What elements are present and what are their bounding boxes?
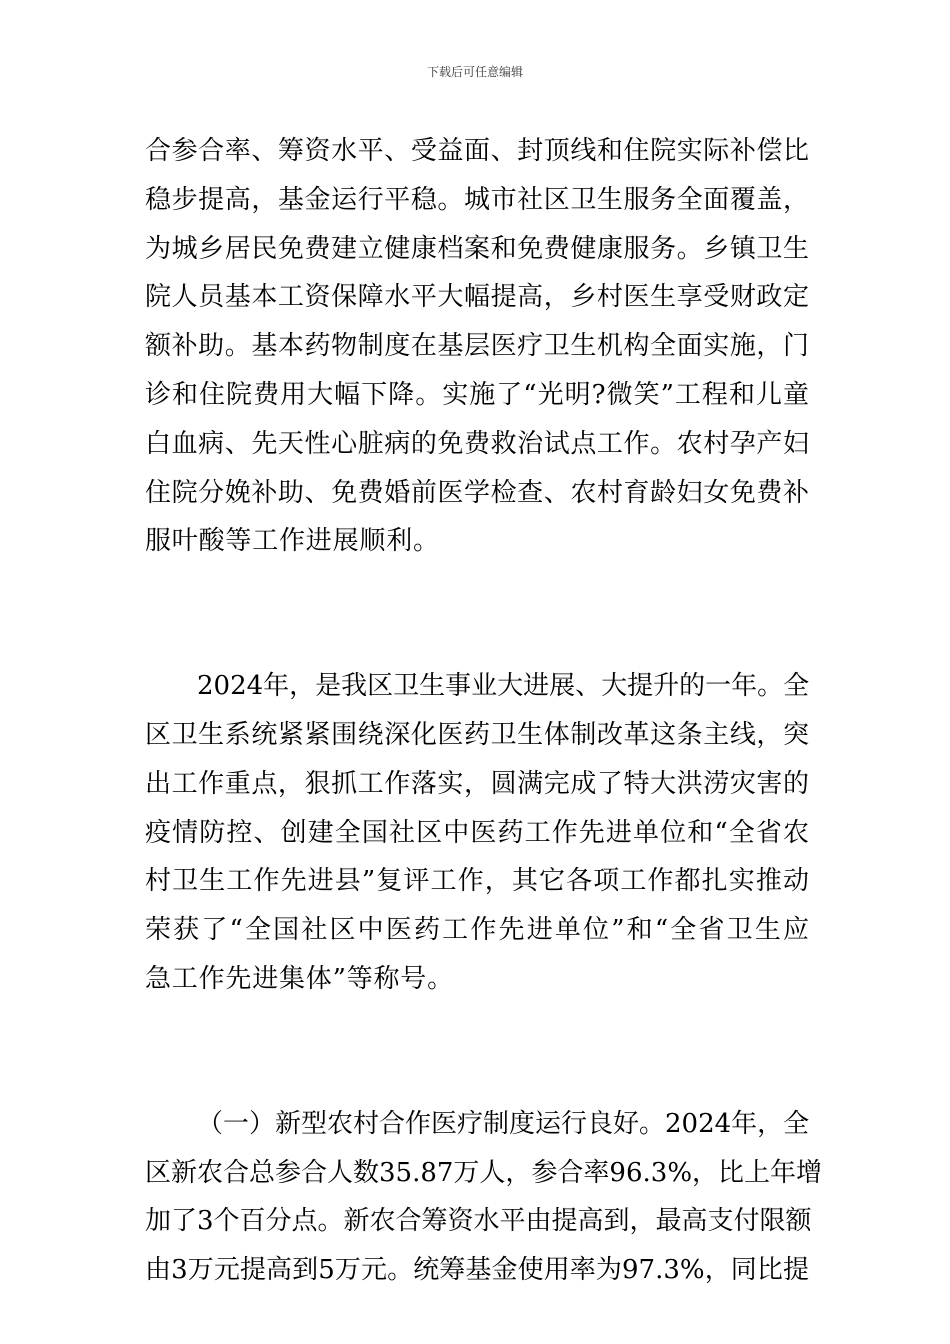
paragraph-spacer	[145, 1004, 809, 1100]
text-line: 村卫生工作先进县”复评工作，其它各项工作都扎实推动	[145, 866, 809, 897]
text-line: 急工作先进集体”等称号。	[145, 963, 454, 994]
text-line: 出工作重点，狠抓工作落实，圆满完成了特大洪涝灾害的	[145, 768, 809, 799]
page-header-caption: 下载后可任意编辑	[426, 65, 523, 79]
text-line: 稳步提高，基金运行平稳。城市社区卫生服务全面覆盖，	[145, 184, 809, 215]
paragraph-3	[145, 1100, 823, 1295]
text-line: 2024年，是我区卫生事业大进展、大提升的一年。全	[197, 671, 810, 702]
paragraph-2	[145, 662, 809, 1004]
text-line: （一）新型农村合作医疗制度运行良好。2024年，全	[197, 1108, 810, 1139]
text-line: 院人员基本工资保障水平大幅提高，乡村医生享受财政定	[145, 282, 809, 313]
paragraph-1	[145, 127, 809, 566]
paragraph-spacer	[145, 566, 809, 662]
text-line: 加了3个百分点。新农合筹资水平由提高到，最高支付限额	[145, 1206, 812, 1237]
text-line: 额补助。基本药物制度在基层医疗卫生机构全面实施，门	[145, 331, 809, 362]
text-line: 区卫生系统紧紧围绕深化医药卫生体制改革这条主线，突	[145, 719, 809, 750]
text-line: 合参合率、筹资水平、受益面、封顶线和住院实际补偿比	[145, 136, 809, 166]
text-line: 白血病、先天性心脏病的免费救治试点工作。农村孕产妇	[145, 428, 809, 459]
text-line: 服叶酸等工作进展顺利。	[145, 526, 440, 557]
text-line: 荣获了“全国社区中医药工作先进单位”和“全省卫生应	[145, 915, 809, 946]
text-line: 为城乡居民免费建立健康档案和免费健康服务。乡镇卫生	[145, 233, 809, 264]
document-body	[145, 127, 823, 1295]
text-line: 住院分娩补助、免费婚前医学检查、农村育龄妇女免费补	[145, 477, 809, 508]
text-line: 区新农合总参合人数35.87万人，参合率96.3%，比上年增	[145, 1157, 823, 1188]
text-line: 诊和住院费用大幅下降。实施了“光明?微笑”工程和儿童	[145, 379, 809, 410]
text-line: 由3万元提高到5万元。统筹基金使用率为97.3%，同比提	[145, 1255, 809, 1286]
text-line: 疫情防控、创建全国社区中医药工作先进单位和“全省农	[145, 817, 809, 848]
